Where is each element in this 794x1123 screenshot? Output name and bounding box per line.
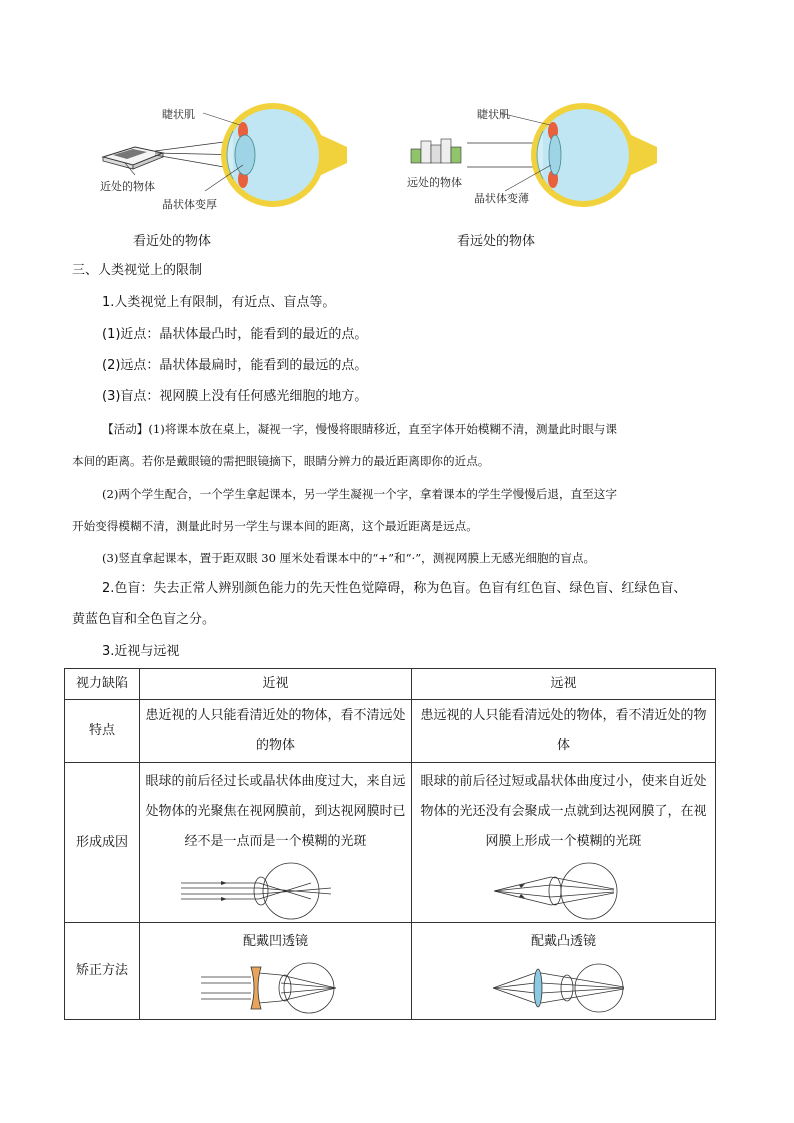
activity-3: (3)竖直拿起课本，置于距双眼 30 厘米处看课本中的“+”和“·”，测视网膜上无感光细胞的盲点。 [102,551,596,565]
table-row-correct [65,923,716,1020]
correct-myopia-cell [140,923,412,1020]
table-row-cause [65,763,716,923]
far-object-label: 远处的物体 [407,176,462,189]
activity-tag: 【活动】 [102,422,149,436]
correct-label: 矫正方法 [65,923,140,1020]
feature-hyperopia: 患远视的人只能看清远处的物体，看不清近处的物体 [412,700,716,763]
activity-2-line-1: (2)两个学生配合，一个学生拿起课本，另一学生凝视一个字，拿着课本的学生学慢慢后退，直至这字 [102,487,617,501]
far-caption: 看远处的物体 [457,234,536,249]
cause-myopia-cell [140,763,412,923]
paragraph-blind-spot: (3)盲点：视网膜上没有任何感光细胞的地方。 [102,389,368,404]
near-lens-label: 晶状体变厚 [162,198,217,211]
feature-myopia: 患近视的人只能看清近处的物体，看不清远处的物体 [140,700,412,763]
feature-label: 特点 [65,700,140,763]
color-blind-line-2: 黄蓝色盲和全色盲之分。 [72,612,216,627]
paragraph-near-point: (1)近点：晶状体最凸时，能看到的最近的点。 [102,327,368,342]
near-object-label: 近处的物体 [100,180,155,193]
cause-hyperopia-cell [412,763,716,923]
figure-far [405,95,665,220]
convex-lens-diagram [489,961,639,1015]
concave-lens-diagram [201,961,351,1015]
near-muscle-label: 睫状肌 [162,108,195,121]
table-title: 3.近视与远视 [102,644,180,659]
near-eye-diagram [95,95,355,220]
header-myopia: 近视 [140,669,412,700]
far-muscle-label: 睫状肌 [477,108,510,121]
correct-hyperopia-text: 配戴凸透镜 [530,934,596,949]
vision-defect-table [64,668,716,1020]
correct-hyperopia-cell [412,923,716,1020]
header-defect: 视力缺陷 [65,669,140,700]
hyperopia-eye-diagram [489,861,639,921]
activity-1-line-2: 本间的距离。若你是戴眼镜的需把眼镜摘下，眼睛分辨力的最近距离即你的近点。 [72,454,490,468]
table-row-feature [65,700,716,763]
far-lens-label: 晶状体变薄 [474,192,529,205]
table-header-row [65,669,716,700]
buildings-icon [411,139,461,163]
correct-myopia-text: 配戴凹透镜 [242,934,308,949]
paragraph-far-point: (2)远点：晶状体最扁时，能看到的最远的点。 [102,358,368,373]
section-heading: 三、人类视觉上的限制 [72,263,203,278]
myopia-eye-diagram [181,861,371,921]
activity-1-line-1: 【活动】(1)将课本放在桌上，凝视一字，慢慢将眼睛移近，直至字体开始模糊不清，测量此时眼与课 [102,422,617,436]
near-caption: 看近处的物体 [133,234,212,249]
cause-label: 形成成因 [65,763,140,923]
figure-near [95,95,355,220]
paragraph-1: 1.人类视觉上有限制，有近点、盲点等。 [102,295,336,310]
cause-myopia-text: 眼球的前后径过长或晶状体曲度过大，来自远处物体的光聚焦在视网膜前，到达视网膜时已经不是一点而是一个模糊的光斑 [145,774,406,849]
header-hyperopia: 远视 [412,669,716,700]
far-eye-diagram [405,95,665,220]
activity-2-line-2: 开始变得模糊不清，测量此时另一学生与课本间的距离，这个最近距离是远点。 [72,519,478,533]
cause-hyperopia-text: 眼球的前后径过短或晶状体曲度过小，使来自近处物体的光还没有会聚成一点就到达视网膜了，在视网膜上形成一个模糊的光斑 [420,774,707,849]
book-icon [103,147,163,169]
color-blind-line-1: 2.色盲：失去正常人辨别颜色能力的先天性色觉障碍，称为色盲。色盲有红色盲、绿色盲、红绿色盲、 [102,581,687,596]
